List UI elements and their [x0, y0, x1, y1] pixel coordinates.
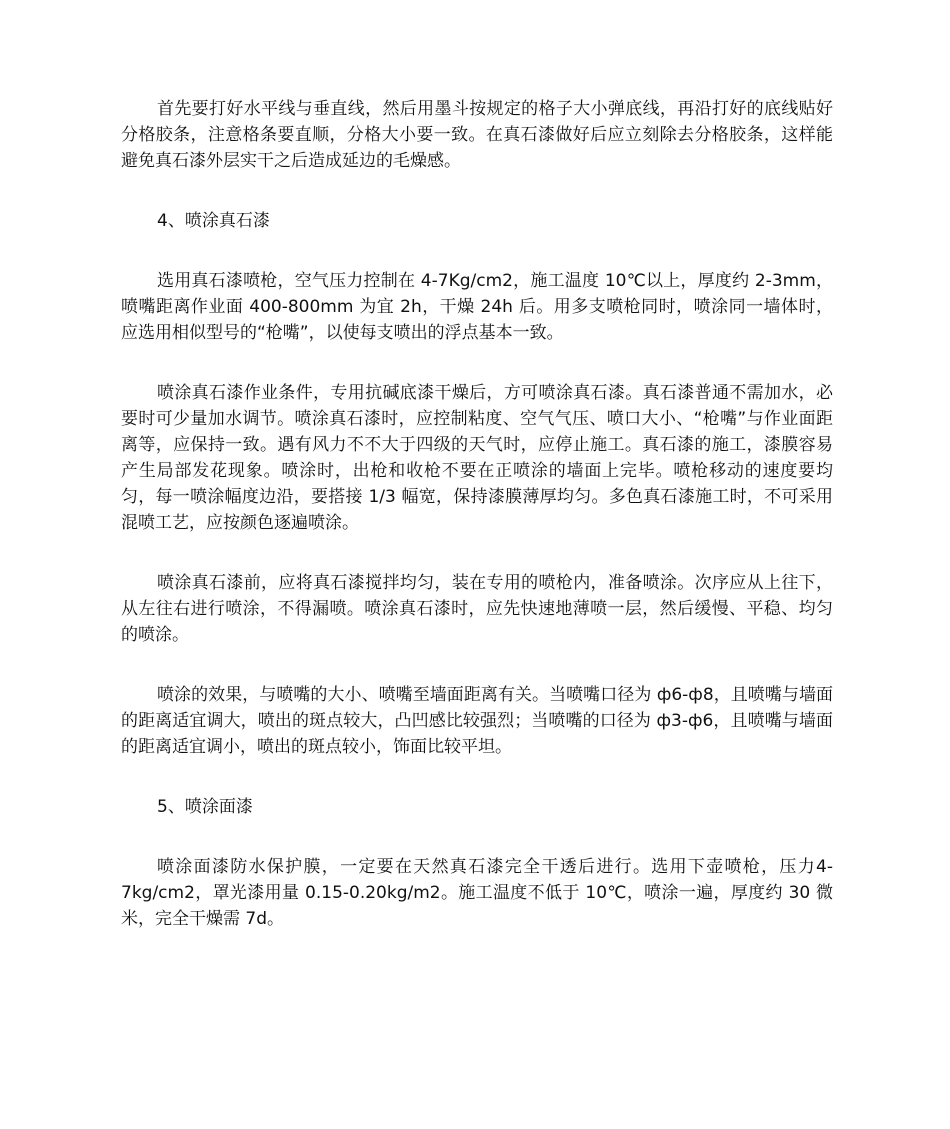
section-heading-spray-stone-paint: 4、喷涂真石漆 — [157, 211, 270, 231]
paragraph-spray-gun-settings: 选用真石漆喷枪，空气压力控制在 4-7Kg/cm2，施工温度 10℃以上，厚度约 2-3mm，喷嘴距离作业面 400-800mm 为宜 2h，干燥 24h 后。用多支喷枪同时，喷涂同一墙体时，应选用相似型号的“枪嘴”，以使每支喷出的浮点基本一致。 — [121, 271, 833, 343]
section-heading-topcoat: 5、喷涂面漆 — [157, 797, 253, 817]
paragraph-topcoat-spec: 喷涂面漆防水保护膜，一定要在天然真石漆完全干透后进行。选用下壶喷枪，压力4-7kg/cm2，罩光漆用量 0.15-0.20kg/m2。施工温度不低于 10℃，喷涂一遍，厚度约 30 微米，完全干燥需 7d。 — [121, 857, 833, 929]
paragraph-spray-conditions: 喷涂真石漆作业条件，专用抗碱底漆干燥后，方可喷涂真石漆。真石漆普通不需加水，必要时可少量加水调节。喷涂真石漆时，应控制粘度、空气气压、喷口大小、“枪嘴”与作业面距离等，应保持一致。遇有风力不不大于四级的天气时，应停止施工。真石漆的施工，漆膜容易产生局部发花现象。喷涂时，出枪和收枪不要在正喷涂的墙面上完毕。喷枪移动的速度要均匀，每一喷涂幅度边沿，要搭接 1/3 幅宽，保持漆膜薄厚均匀。多色真石漆施工时，不可采用混喷工艺，应按颜色逐遍喷涂。 — [121, 383, 833, 533]
paragraph-gridline-prep: 首先要打好水平线与垂直线，然后用墨斗按规定的格子大小弹底线，再沿打好的底线贴好分格胶条，注意格条要直顺，分格大小要一致。在真石漆做好后应立刻除去分格胶条，这样能避免真石漆外层实干之后造成延边的毛燥感。 — [121, 99, 833, 171]
document-body — [121, 96, 833, 966]
paragraph-nozzle-effect: 喷涂的效果，与喷嘴的大小、喷嘴至墙面距离有关。当喷嘴口径为 ф6-ф8，且喷嘴与墙面的距离适宜调大，喷出的斑点较大，凸凹感比较强烈；当喷嘴的口径为 ф3-ф6，且喷嘴与墙面的距离适宜调小，喷出的斑点较小，饰面比较平坦。 — [121, 685, 833, 757]
paragraph-spray-order: 喷涂真石漆前，应将真石漆搅拌均匀，装在专用的喷枪内，准备喷涂。次序应从上往下，从左往右进行喷涂，不得漏喷。喷涂真石漆时，应先快速地薄喷一层，然后缓慢、平稳、均匀的喷涂。 — [121, 573, 833, 645]
